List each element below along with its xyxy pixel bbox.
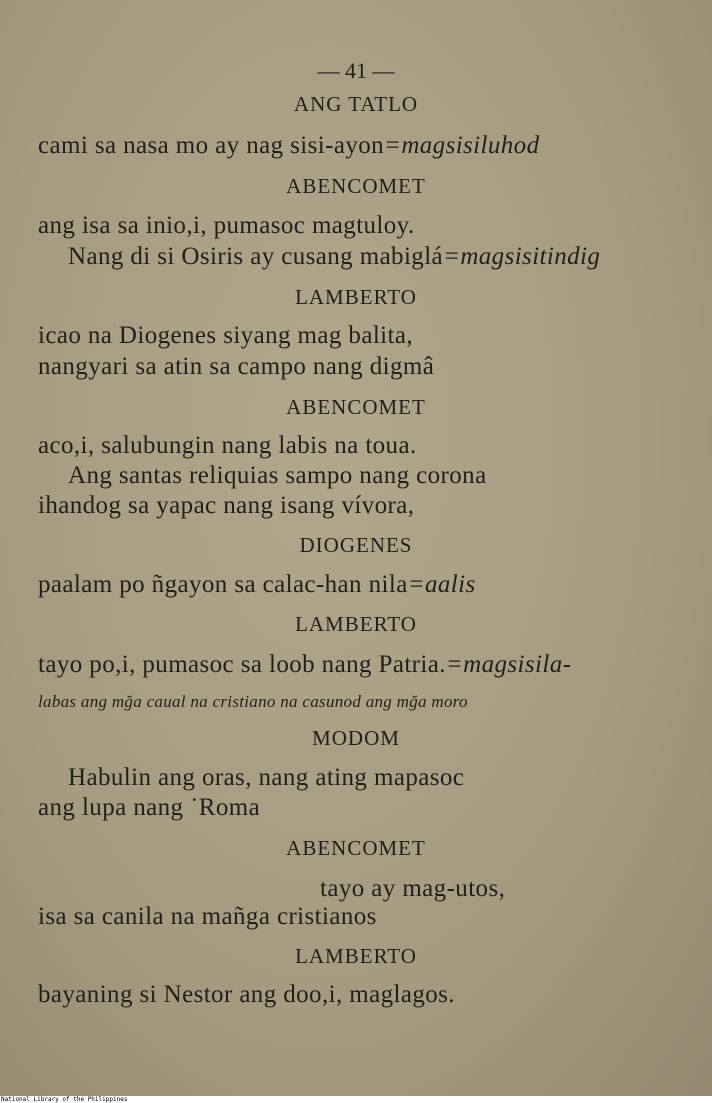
verse-line: cami sa nasa mo ay nag sisi-ayon=magsisiluhod: [38, 132, 540, 159]
verse-line: nangyari sa atin sa campo nang digmâ: [38, 353, 435, 380]
library-footer: National Library of the Philippines: [0, 1096, 712, 1103]
verse-line: paalam po ñgayon sa calac-han nila=aalis: [38, 571, 476, 598]
speaker-name: MODOM: [312, 726, 400, 750]
verse-line: Nang di si Osiris ay cusang mabiglá=magsisitindig: [68, 243, 601, 270]
verse-line: aco,i, salubungin nang labis na toua.: [38, 432, 417, 459]
verse-line: icao na Diogenes siyang mag balita,: [38, 322, 413, 349]
page-number: — 41 —: [317, 58, 395, 83]
speaker-name: LAMBERTO: [295, 944, 417, 968]
speaker-name: ABENCOMET: [286, 836, 426, 860]
verse-line: tayo po,i, pumasoc sa loob nang Patria.=magsisila-: [38, 651, 572, 678]
verse-line: ihandog sa yapac nang isang vívora,: [38, 492, 415, 519]
verse-line: Habulin ang oras, nang ating mapasoc: [68, 764, 465, 791]
verse-line: ang lupa nang ˙Roma: [38, 794, 261, 821]
verse-line: Ang santas reliquias sampo nang corona: [68, 462, 487, 489]
stage-direction: =magsisiluhod: [384, 132, 540, 159]
stage-direction: =magsisitindig: [443, 243, 601, 270]
verse-line: tayo ay mag-utos,: [320, 875, 506, 902]
speaker-name: ABENCOMET: [286, 395, 426, 419]
stage-direction: =magsisila-: [445, 651, 572, 678]
verse-line: ang isa sa inio,i, pumasoc magtuloy.: [38, 212, 415, 239]
speaker-name: ANG TATLO: [293, 92, 419, 116]
speaker-name: LAMBERTO: [295, 285, 417, 309]
speaker-name: DIOGENES: [299, 533, 413, 557]
speaker-name: ABENCOMET: [286, 174, 426, 198]
verse-line: isa sa canila na mañga cristianos: [38, 903, 377, 930]
stage-direction: labas ang mğa caual na cristiano na casunod ang mğa moro: [38, 692, 468, 711]
stage-direction: =aalis: [407, 571, 476, 598]
speaker-name: LAMBERTO: [295, 612, 417, 636]
verse-line: bayaning si Nestor ang doo,i, maglagos.: [38, 981, 455, 1008]
